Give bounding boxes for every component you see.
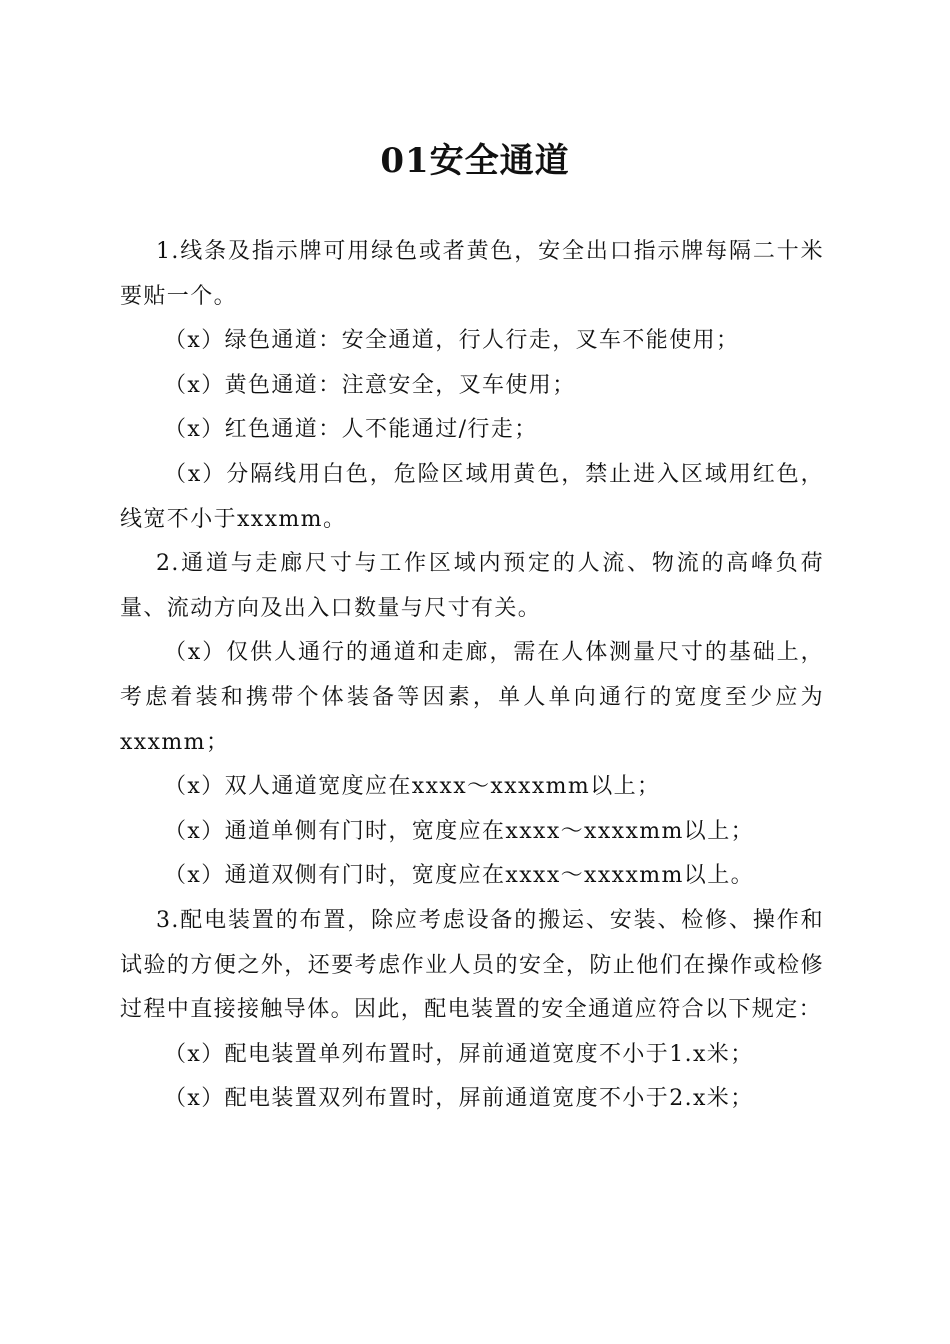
list-item: （x）仅供人通行的通道和走廊，需在人体测量尺寸的基础上，考虑着装和携带个体装备等因素，单人单向通行的宽度至少应为xxxmm；	[120, 640, 824, 755]
paragraph-3: 3.配电装置的布置，除应考虑设备的搬运、安装、检修、操作和试验的方便之外，还要考虑作业人员的安全，防止他们在操作或检修过程中直接接触导体。因此，配电装置的安全通道应符合以下规定：	[120, 907, 824, 1023]
page-title: 01安全通道	[380, 141, 570, 181]
document-body	[120, 230, 824, 1122]
list-item: （x）双人通道宽度应在xxxx～xxxxmm以上；	[164, 774, 661, 800]
list-item: （x）通道单侧有门时，宽度应在xxxx～xxxxmm以上；	[164, 818, 754, 844]
list-item: （x）配电装置单列布置时，屏前通道宽度不小于1.x米；	[164, 1041, 754, 1067]
paragraph-1: 1.线条及指示牌可用绿色或者黄色，安全出口指示牌每隔二十米要贴一个。	[120, 239, 824, 309]
list-item: （x）黄色通道：注意安全，叉车使用；	[164, 372, 576, 398]
list-item: （x）分隔线用白色，危险区域用黄色，禁止进入区域用红色，线宽不小于xxxmm。	[120, 461, 824, 532]
paragraph-2: 2.通道与走廊尺寸与工作区域内预定的人流、物流的高峰负荷量、流动方向及出入口数量与尺寸有关。	[120, 551, 824, 621]
list-item: （x）配电装置双列布置时，屏前通道宽度不小于2.x米；	[164, 1086, 754, 1112]
list-item: （x）红色通道：人不能通过/行走；	[164, 417, 538, 443]
list-item: （x）绿色通道：安全通道，行人行走，叉车不能使用；	[164, 328, 740, 354]
list-item: （x）通道双侧有门时，宽度应在xxxx～xxxxmm以上。	[164, 863, 754, 889]
